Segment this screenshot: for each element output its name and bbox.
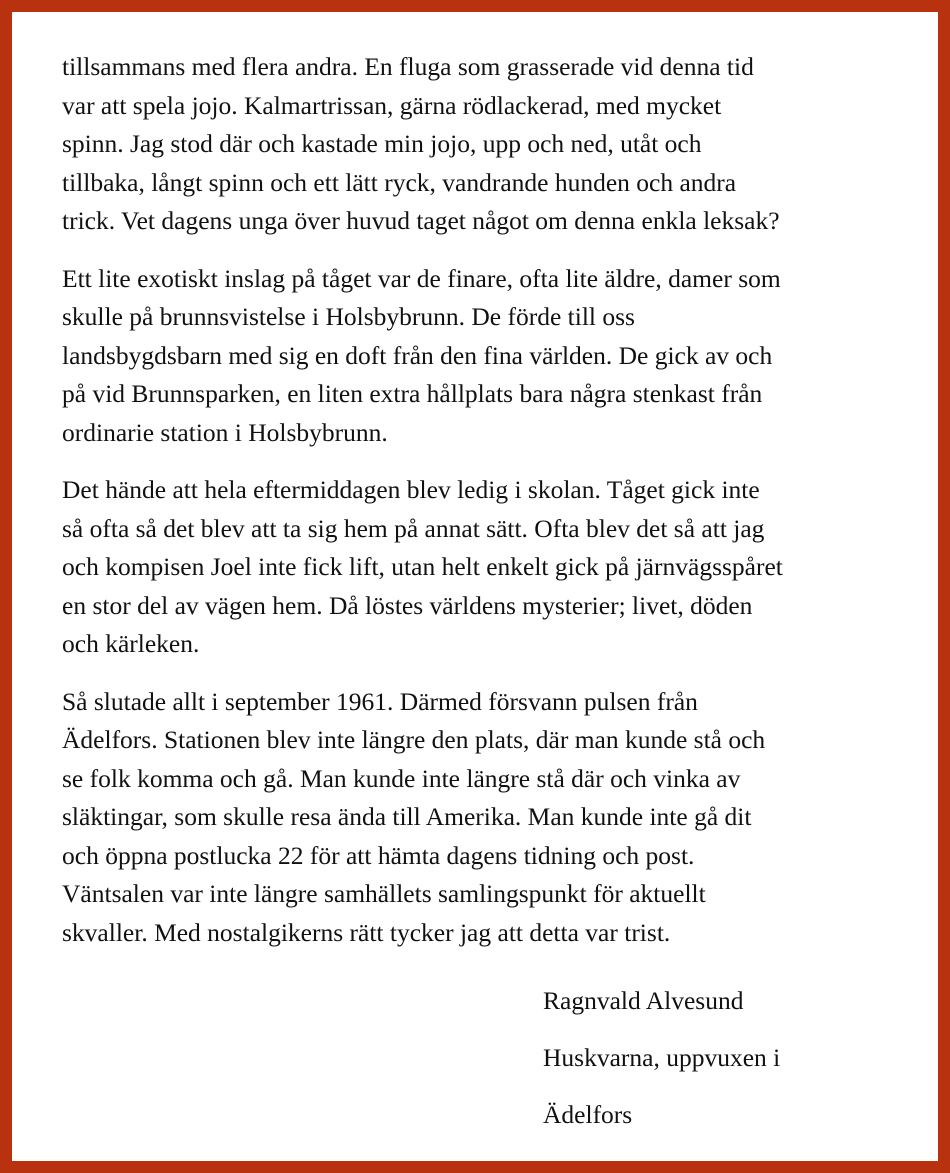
text-line: så ofta så det blev att ta sig hem på annat sätt. Ofta blev det så att jag [62, 513, 765, 543]
text-line: på vid Brunnsparken, en liten extra hållplats bara några stenkast från [62, 379, 763, 408]
text-line: var att spela jojo. Kalmartrissan, gärna rödlackerad, med mycket [62, 90, 722, 120]
paragraph-4 [62, 683, 922, 953]
signature-block [543, 982, 780, 1153]
text-line: Ett lite exotiskt inslag på tåget var de finare, ofta lite äldre, damer som [62, 263, 781, 293]
text-line: spinn. Jag stod där och kastade min jojo, upp och ned, utåt och [62, 129, 702, 158]
text-line: Så slutade allt i september 1961. Därmed försvann pulsen från [62, 686, 698, 716]
author-place: Huskvarna, uppvuxen i [543, 1043, 781, 1072]
document-body [62, 48, 922, 971]
author-name: Ragnvald Alvesund [543, 986, 744, 1015]
text-line: skvaller. Med nostalgikerns rätt tycker jag att detta var trist. [62, 917, 671, 947]
paragraph-3 [62, 471, 922, 664]
text-line: och kompisen Joel inte fick lift, utan helt enkelt gick på järnvägsspåret [62, 552, 783, 581]
text-line: Väntsalen var inte längre samhällets samlingspunkt för aktuellt [62, 879, 706, 908]
text-line: en stor del av vägen hem. Då löstes världens mysterier; livet, döden [62, 590, 753, 620]
text-line: se folk komma och gå. Man kunde inte längre stå där och vinka av [62, 763, 741, 793]
text-line: och öppna postlucka 22 för att hämta dagens tidning och post. [62, 840, 695, 870]
paragraph-2 [62, 260, 922, 453]
document-page [12, 12, 938, 1161]
text-line: tillbaka, långt spinn och ett lätt ryck, vandrande hunden och andra [62, 167, 737, 197]
text-line: Ädelfors. Stationen blev inte längre den plats, där man kunde stå och [62, 725, 766, 754]
text-line: Det hände att hela eftermiddagen blev ledig i skolan. Tåget gick inte [62, 475, 760, 504]
text-line: och kärleken. [62, 629, 200, 658]
text-line: skulle på brunnsvistelse i Holsbybrunn. De förde till oss [62, 302, 635, 331]
text-line: landsbygdsbarn med sig en doft från den fina världen. De gick av och [62, 340, 773, 370]
text-line: släktingar, som skulle resa ända till Amerika. Man kunde inte gå dit [62, 802, 752, 831]
paragraph-1 [62, 48, 922, 241]
text-line: tillsammans med flera andra. En fluga som grasserade vid denna tid [62, 52, 754, 81]
text-line: ordinarie station i Holsbybrunn. [62, 417, 388, 447]
author-hometown: Ädelfors [543, 1100, 633, 1129]
text-line: trick. Vet dagens unga över huvud taget något om denna enkla leksak? [62, 206, 780, 235]
